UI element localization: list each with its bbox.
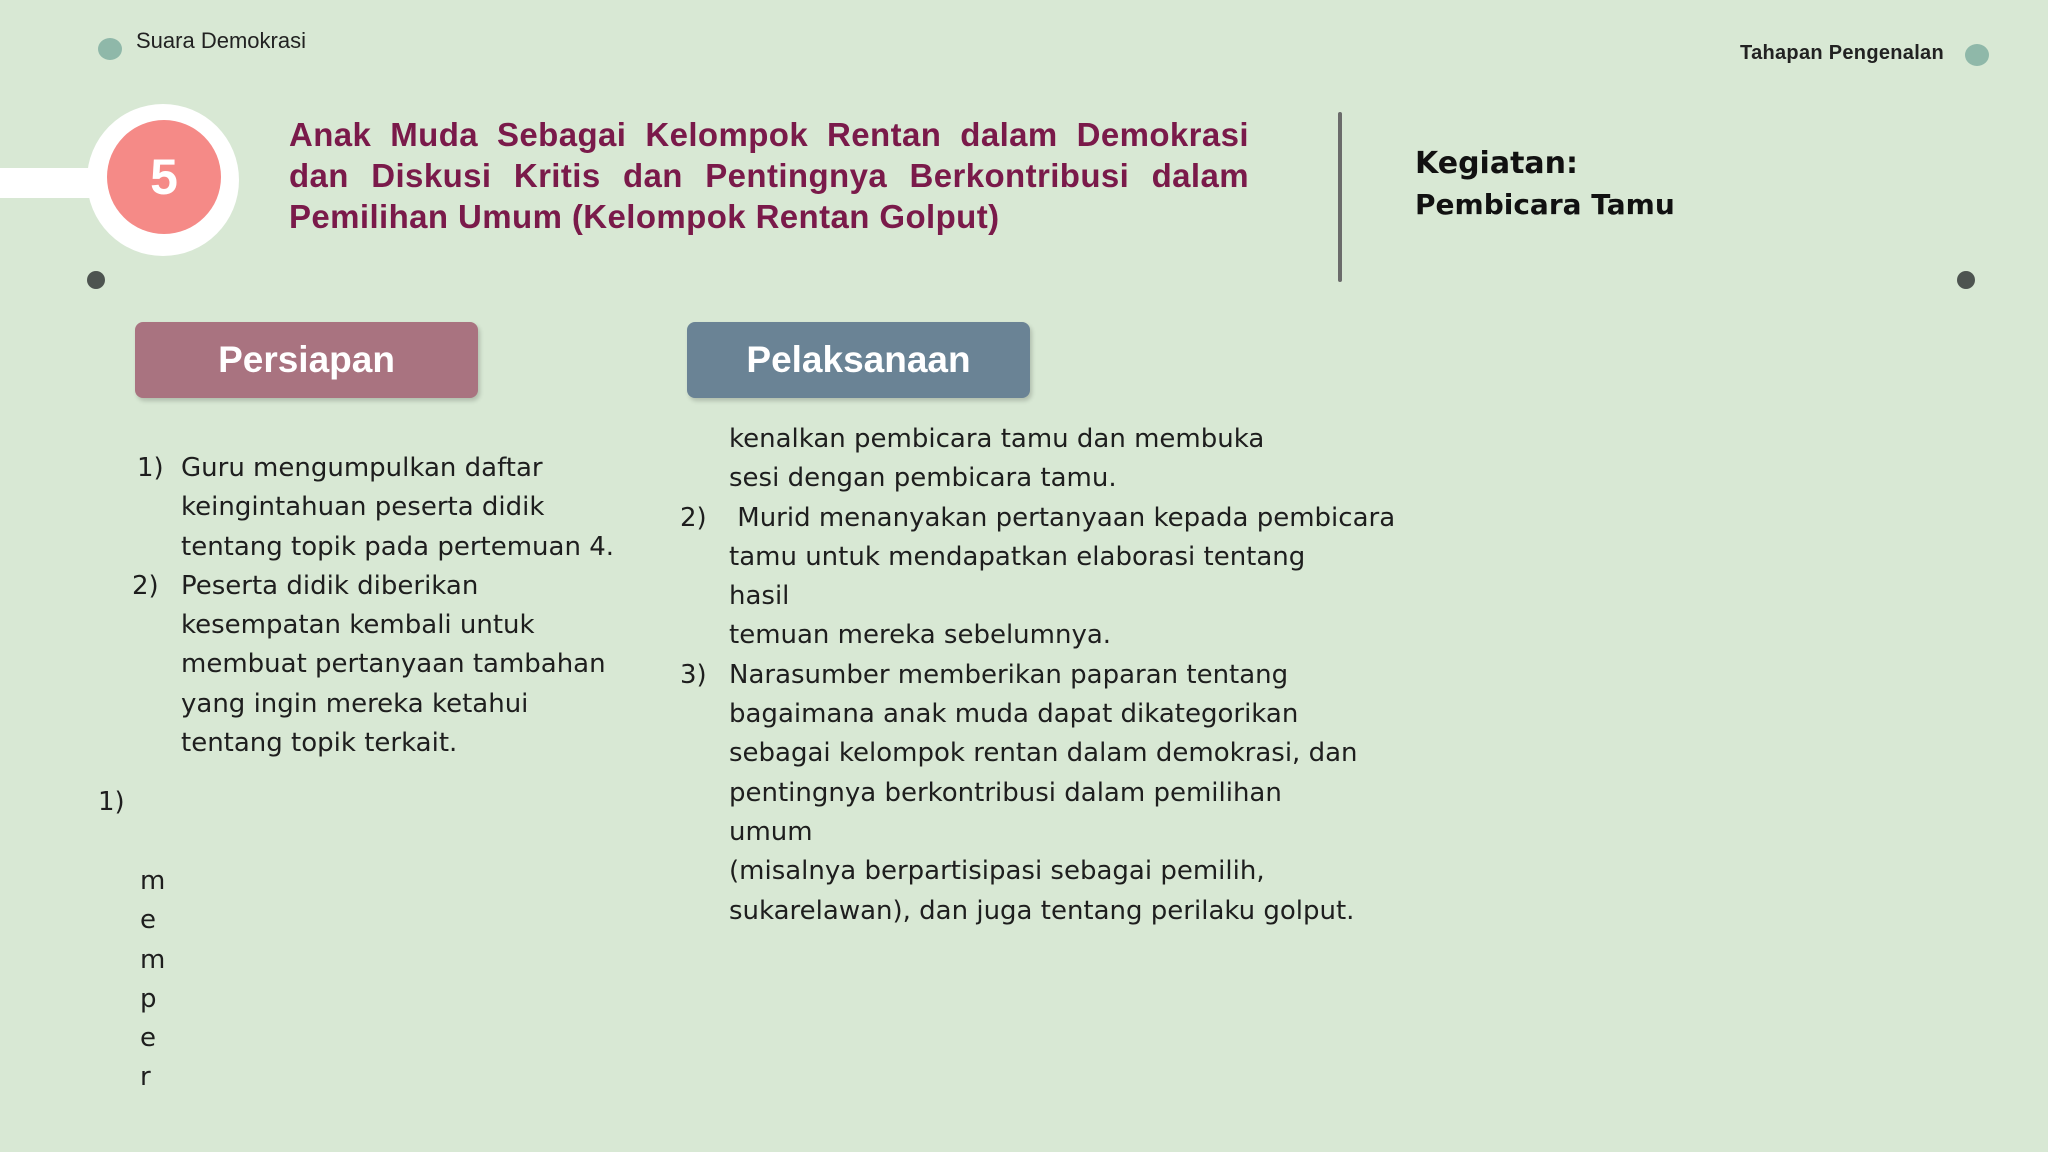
vertical-letter: p [140, 983, 157, 1014]
brand-dot [98, 38, 122, 60]
stage-dot [1965, 44, 1989, 66]
list-number: 3) [680, 659, 707, 690]
pelaksanaan-heading: Pelaksanaan [687, 322, 1030, 398]
list-line: kesempatan kembali untuk [181, 610, 535, 641]
stray-number: 1) [98, 787, 125, 817]
list-line: (misalnya berpartisipasi sebagai pemilih, [729, 856, 1265, 887]
list-line: Murid menanyakan pertanyaan kepada pembicara [729, 502, 1396, 533]
list-line: Peserta didik diberikan [181, 570, 479, 601]
list-number: 2) [132, 570, 159, 601]
vertical-letter: m [140, 866, 166, 896]
vertical-letter: e [140, 1023, 156, 1054]
list-item [680, 499, 1396, 656]
vertical-letter: r [140, 1062, 151, 1093]
vertical-divider [1338, 112, 1342, 282]
list-line: pentingnya berkontribusi dalam pemilihan umum [729, 777, 1282, 847]
list-line: bagaimana anak muda dapat dikategorikan [729, 699, 1299, 730]
list-line: tentang topik terkait. [181, 728, 458, 759]
decor-dot-right [1957, 271, 1975, 289]
vertical-text [140, 862, 170, 1098]
persiapan-list [132, 449, 621, 763]
list-line: sebagai kelompok rentan dalam demokrasi, dan [729, 738, 1358, 769]
list-number: 1) [137, 453, 164, 483]
decor-dot-left [87, 271, 105, 289]
list-line: sukarelawan), dan juga tentang perilaku golput. [729, 895, 1355, 926]
list-line: temuan mereka sebelumnya. [729, 620, 1112, 651]
step-number: 5 [107, 120, 221, 234]
list-item [137, 449, 621, 567]
list-lead [729, 420, 1369, 499]
list-line: Guru mengumpulkan daftar [181, 453, 543, 483]
list-line: keingintahuan peserta didik [181, 492, 545, 523]
list-line: tentang topik pada pertemuan 4. [181, 531, 614, 562]
persiapan-heading: Persiapan [135, 322, 478, 398]
vertical-letter: m [140, 944, 166, 975]
list-line: Narasumber memberikan paparan tentang [729, 659, 1289, 690]
activity-label: Kegiatan: [1415, 146, 1579, 181]
list-line: membuat pertanyaan tambahan [181, 649, 606, 680]
pelaksanaan-list [680, 420, 1396, 931]
list-number: 2) [680, 502, 707, 533]
list-line: tamu untuk mendapatkan elaborasi tentang hasil [729, 541, 1306, 612]
activity-value: Pembicara Tamu [1415, 188, 1675, 221]
list-item [680, 656, 1369, 931]
list-item [132, 567, 621, 763]
page-title: Anak Muda Sebagai Kelompok Rentan dalam Demokrasi dan Diskusi Kritis dan Pentingnya Berkontribusi dalam Pemilihan Umum (Kelompok Rentan Golput) [289, 116, 1249, 235]
list-line: sesi dengan pembicara tamu. [729, 463, 1117, 494]
list-line: kenalkan pembicara tamu dan membuka [729, 424, 1265, 454]
brand-name: Suara Demokrasi [136, 28, 306, 53]
list-line: yang ingin mereka ketahui [181, 688, 529, 719]
stage-label: Tahapan Pengenalan [1740, 42, 1944, 64]
vertical-letter: e [140, 905, 156, 936]
